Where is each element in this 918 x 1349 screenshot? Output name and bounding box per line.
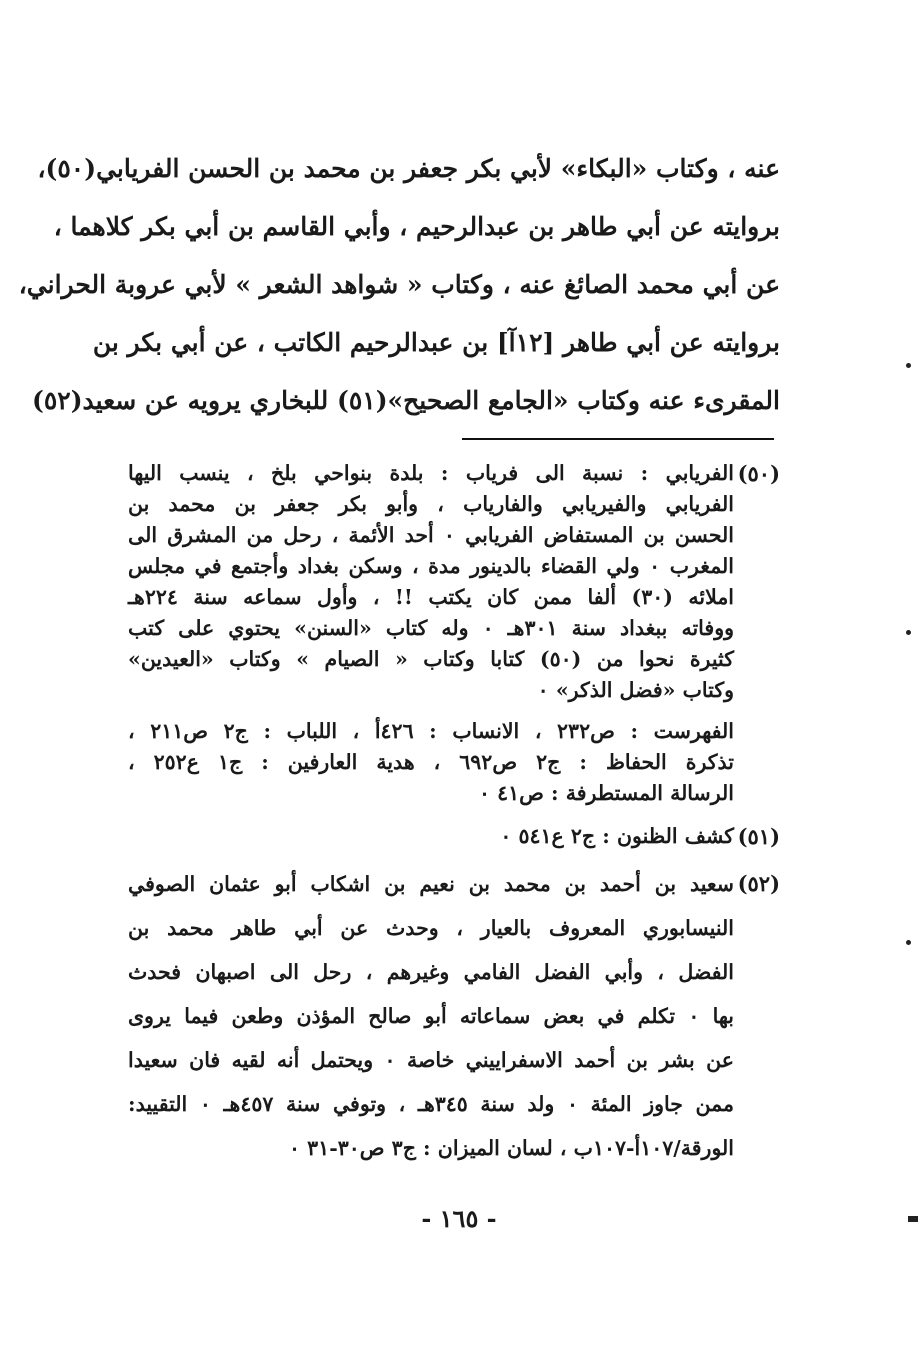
margin-dot <box>906 940 911 945</box>
footnote-body <box>128 458 734 809</box>
footnote-gap <box>128 852 780 862</box>
main-text-line: بروايته عن أبي طاهر بن عبدالرحيم ، وأبي القاسم بن أبي بكر كلاهما ، <box>53 212 780 241</box>
margin-dot <box>906 630 911 635</box>
edge-mark <box>908 1216 918 1222</box>
footnote-line: النيسابوري المعروف بالعيار ، وحدث عن أبي طاهر محمد بن <box>128 916 734 940</box>
footnote-line: كثيرة نحوا من (٥٠) كتابا وكتاب « الصيام » وكتاب «العيدين» <box>128 647 735 671</box>
page-number: - ١٦٥ - <box>421 1204 497 1233</box>
footnote-line: الورقة/١٠٧أ-١٠٧ب ، لسان الميزان : ج٣ ص٣٠-٣١ ٠ <box>289 1136 734 1160</box>
footnote-line: المغرب ٠ ولي القضاء بالدينور مدة ، وسكن بغداد وأجتمع في مجلس <box>128 554 734 578</box>
footnote-line: سعيد بن أحمد بن محمد بن نعيم بن اشكاب أبو عثمان الصوفي <box>128 872 734 896</box>
footnote-body <box>128 862 734 1170</box>
footnote-number: (٥٢) <box>737 871 780 896</box>
main-text-line: المقرىء عنه وكتاب «الجامع الصحيح»(٥١) للبخاري يرويه عن سعيد(٥٢) <box>32 386 780 415</box>
footnote-number: (٥٠) <box>737 461 780 486</box>
footnote-line: عن بشر بن أحمد الاسفراييني خاصة ٠ ويحتمل أنه لقيه فان سعيدا <box>128 1048 734 1072</box>
footnote-line: الفضل ، وأبي الفضل الفامي وغيرهم ، رحل الى اصبهان فحدث <box>128 960 734 984</box>
footnote-line: كشف الظنون : ج٢ ع٥٤١ ٠ <box>500 824 734 848</box>
footnote-number: (٥١) <box>737 824 780 849</box>
footnote-51 <box>128 821 780 852</box>
footnote-gap <box>128 706 734 716</box>
footnote-line: الفريابي والفيريابي والفارياب ، وأبو بكر جعفر بن محمد بن <box>128 492 734 516</box>
footnote-line: بها ٠ تكلم في بعض سماعاته أبو صالح المؤذن وطعن فيما يروى <box>128 1004 734 1028</box>
footnote-reference: تذكرة الحفاظ : ج٢ ص٦٩٢ ، هدية العارفين : ج١ ع٢٥٢ ، <box>128 750 734 774</box>
footnote-reference: الرسالة المستطرفة : ص٤١ ٠ <box>478 781 734 805</box>
footnote-line: ووفاته ببغداد سنة ٣٠١هـ ٠ وله كتاب «السنن» يحتوي على كتب <box>128 616 734 640</box>
margin-dot <box>906 363 911 368</box>
footnote-line: الفريابي : نسبة الى فرياب : بلدة بنواحي بلخ ، ينسب اليها <box>128 461 734 485</box>
footnote-50 <box>128 458 780 809</box>
footnote-gap <box>128 809 780 821</box>
footnotes <box>128 458 780 1170</box>
main-text-line: عن أبي محمد الصائغ عنه ، وكتاب « شواهد الشعر » لأبي عروبة الحراني، <box>18 270 780 299</box>
footnote-body <box>128 821 734 852</box>
footnote-line: املائه (٣٠) ألفا ممن كان يكتب !! ، وأول سماعه سنة ٢٢٤هـ <box>128 585 734 609</box>
main-text-line: عنه ، وكتاب «البكاء» لأبي بكر جعفر بن محمد بن الحسن الفريابي(٥٠)، <box>37 154 780 183</box>
footnote-52 <box>128 862 780 1170</box>
main-text <box>18 140 780 430</box>
footnote-line: ممن جاوز المئة ٠ ولد سنة ٣٤٥هـ ، وتوفي سنة ٤٥٧هـ ٠ التقييد: <box>128 1092 734 1116</box>
main-text-line: بروايته عن أبي طاهر [١٢آ] بن عبدالرحيم الكاتب ، عن أبي بكر بن <box>92 328 780 357</box>
footnote-line: الحسن بن المستفاض الفريابي ٠ أحد الأئمة ، رحل من المشرق الى <box>128 523 734 547</box>
footnote-line: وكتاب «فضل الذكر» ٠ <box>537 678 734 702</box>
footnote-reference: الفهرست : ص٢٣٢ ، الانساب : ٤٢٦أ ، اللباب : ج٢ ص٢١١ ، <box>128 719 734 743</box>
footnote-divider <box>462 438 774 440</box>
